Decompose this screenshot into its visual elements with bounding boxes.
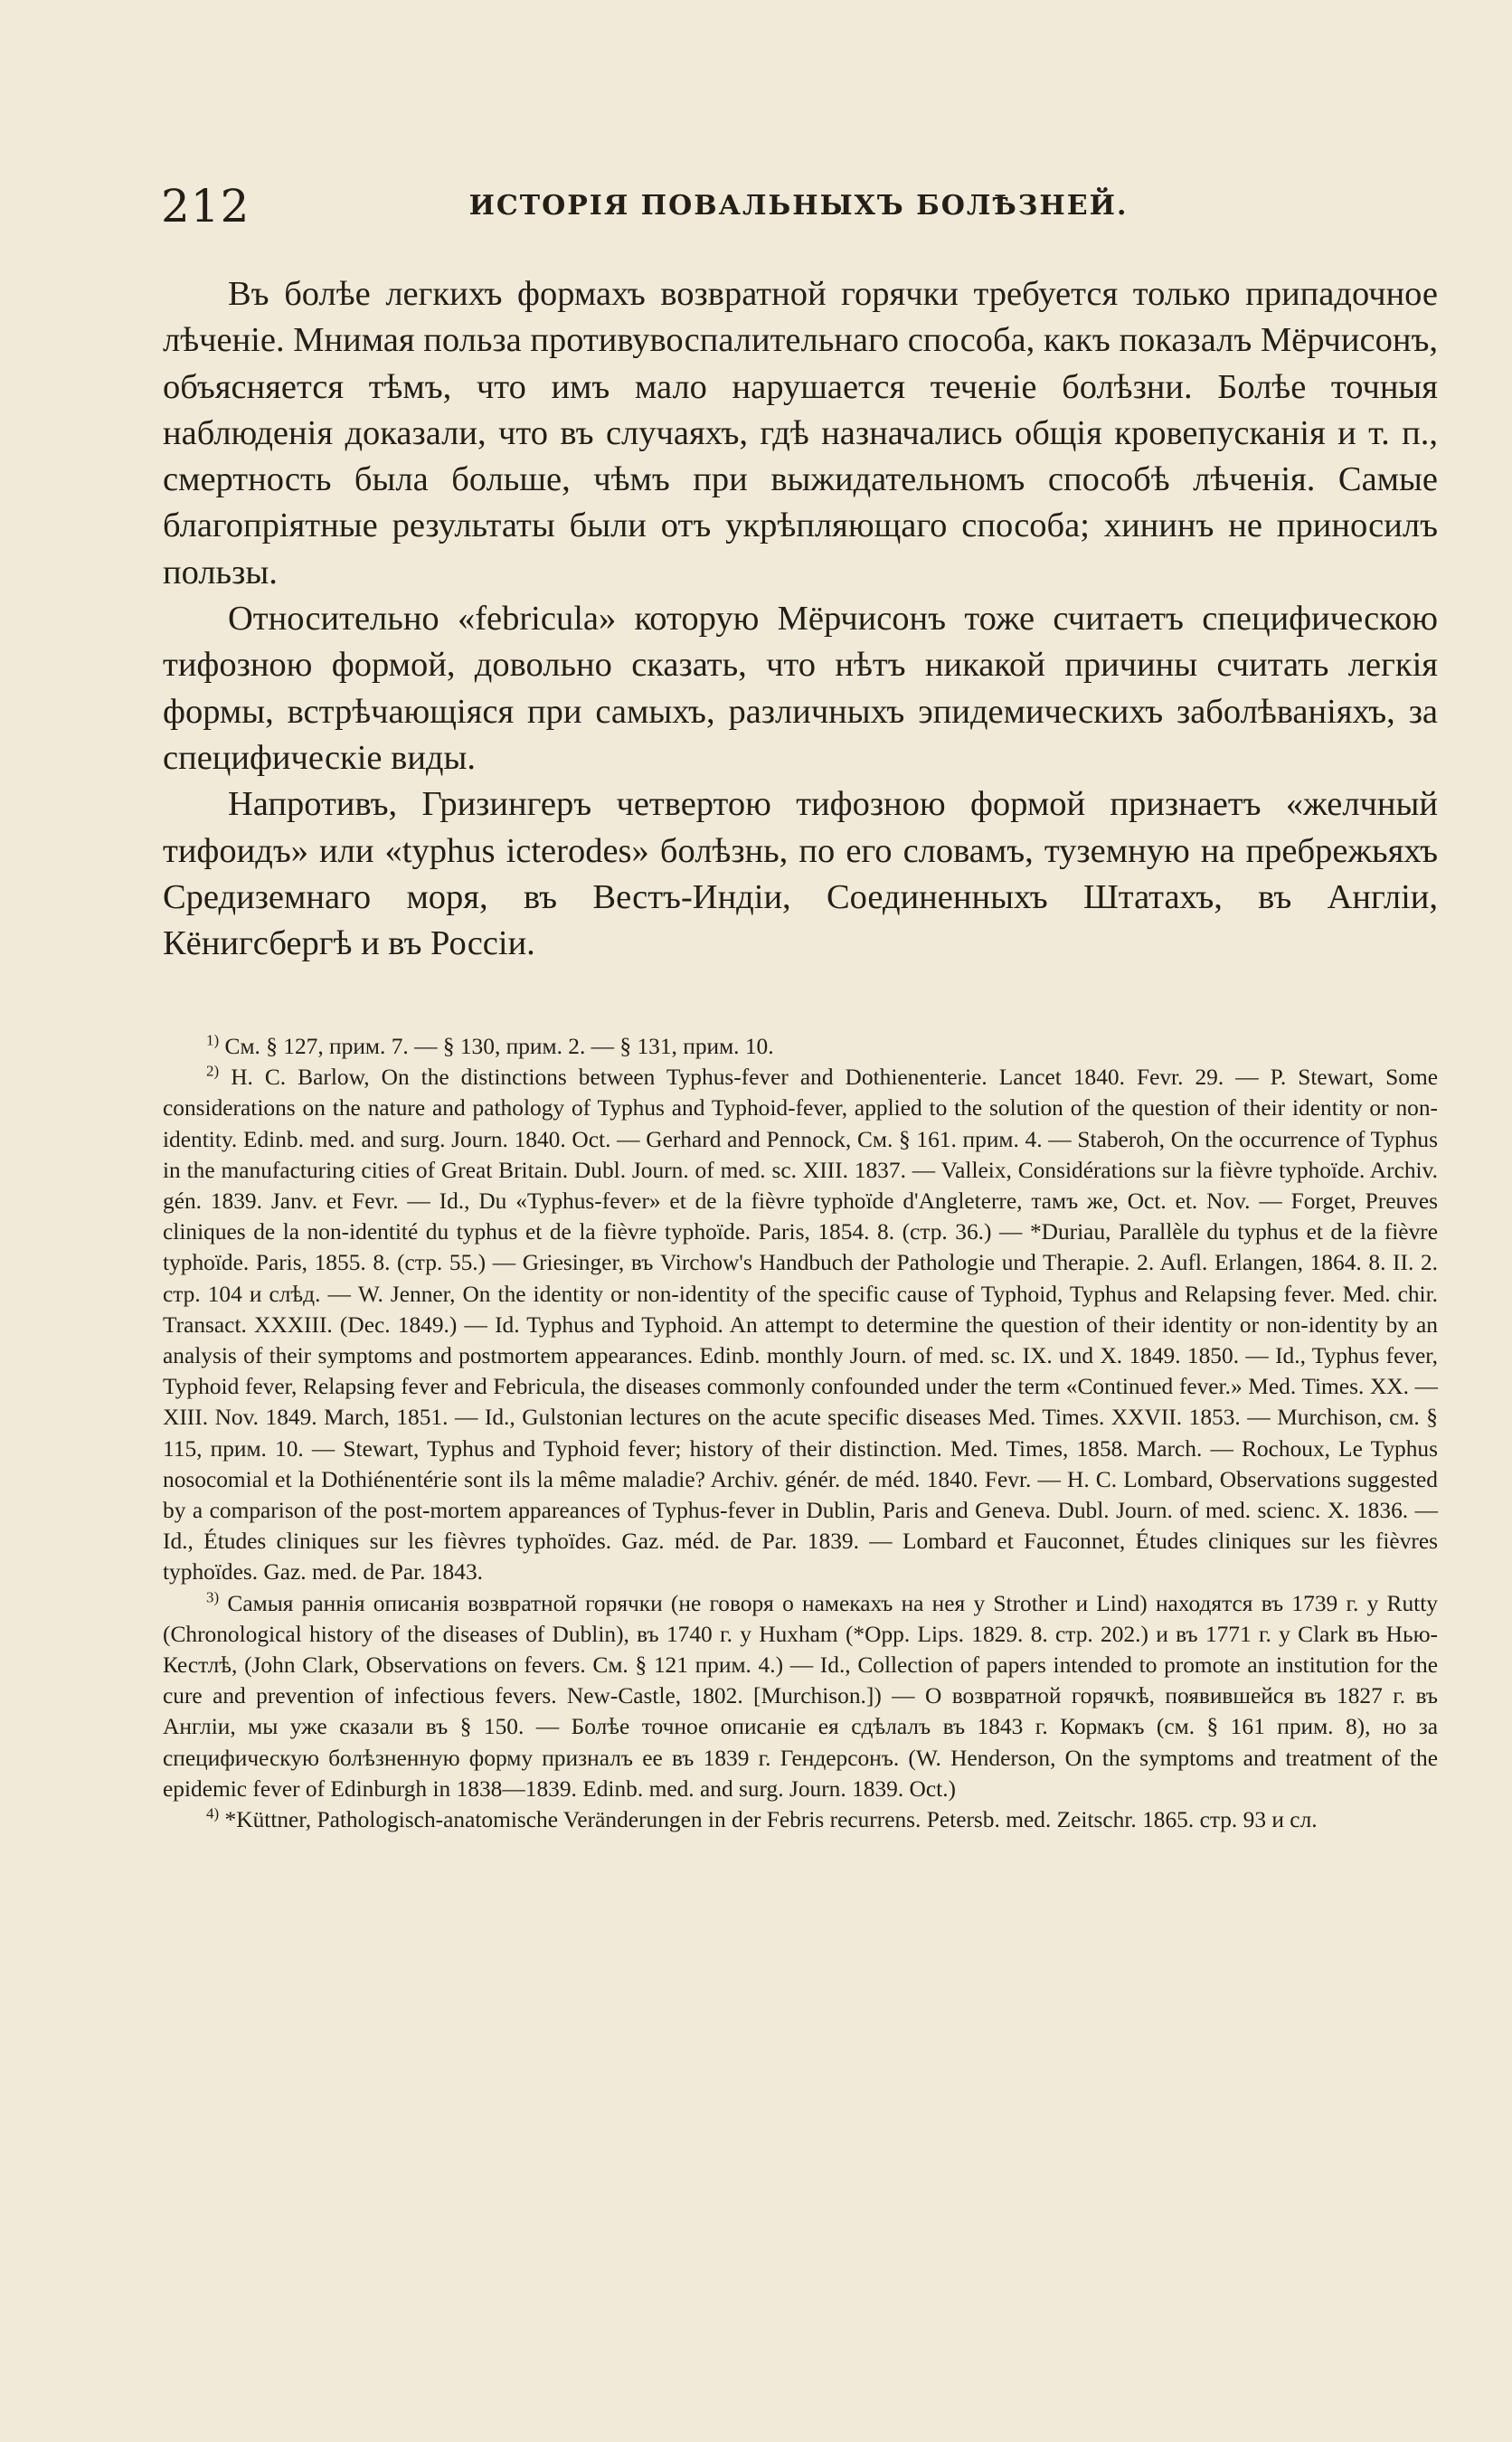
footnote-mark: 2) [206, 1062, 220, 1080]
footnote-4 [163, 1804, 1438, 1835]
paragraph: Въ болѣе легкихъ формахъ возвратной горячки требуется только припадочное лѣченіе. Мнимая польза противувоспалительнаго способа, какъ показалъ Мёрчисонъ, объясняется тѣмъ, что имъ мало нарушается теченіе болѣзни. Болѣе точныя наблюденія доказали, что въ случаяхъ, гдѣ назначались общія кровепусканія и т. п., смертность была больше, чѣмъ при выжидательномъ способѣ лѣченія. Самые благопріятные результаты были отъ укрѣпляющаго способа; хининъ не приносилъ пользы. [163, 275, 1438, 592]
footnote-text: *Küttner, Pathologisch-anatomische Veränderungen in der Febris recurrens. Petersb. med. Zeitschr. 1865. стр. 93 и сл. [224, 1807, 1318, 1833]
footnote-text: Самыя раннія описанія возвратной горячки (не говоря о намекахъ на нея у Strother и Lind) находятся въ 1739 г. у Rutty (Chronological history of the diseases of Dublin), въ 1740 г. у Huxham (*Opp. Lips. 1829. 8. стр. 202.) и въ 1771 г. у Clark въ Нью-Кестлѣ, (John Clark, Observations on fevers. См. § 121 прим. 4.) — Id., Collection of papers intended to promote an institution for the cure and prevention of infectious fevers. New-Castle, 1802. [Murchison.]) — О возвратной горячкѣ, появившейся въ 1827 г. въ Англіи, мы уже сказали въ § 150. — Болѣе точное описаніе ея сдѣлалъ въ 1843 г. Кормакъ (см. § 161 прим. 8), но за специфическую болѣзненную форму призналъ ее въ 1839 г. Гендерсонъ. (W. Henderson, On the symptoms and treatment of the epidemic fever of Edinburgh in 1838—1839. Edinb. med. and surg. Journ. 1839. Oct.) [163, 1590, 1438, 1802]
main-text [163, 271, 1438, 967]
running-title: ИСТОРІЯ ПОВАЛЬНЫХЪ БОЛѢЗНЕЙ. [468, 190, 1129, 222]
paragraph: Относительно «febricula» которую Мёрчисонъ тоже считаетъ специфическою тифозною формой, довольно сказать, что нѣтъ никакой причины считать легкія формы, встрѣчающіяся при самыхъ, различныхъ эпидемическихъ заболѣваніяхъ, за специфическіе виды. [163, 600, 1438, 777]
footnote-3 [163, 1588, 1438, 1804]
page-number: 212 [161, 180, 250, 232]
page-header [161, 177, 1436, 241]
footnote-mark: 3) [206, 1588, 220, 1606]
paragraph: Напротивъ, Гризингеръ четвертою тифозною формой признаетъ «желчный тифоидъ» или «typhus icterodes» болѣзнь, по его словамъ, туземную на пребрежьяхъ Средиземнаго моря, въ Вестъ-Индіи, Соединенныхъ Штатахъ, въ Англіи, Кёнигсбергѣ и въ Россіи. [163, 785, 1438, 963]
footnote-text: См. § 127, прим. 7. — § 130, прим. 2. — § 131, прим. 10. [224, 1034, 774, 1059]
footnotes [163, 1031, 1438, 1835]
footnote-mark: 4) [206, 1804, 220, 1822]
footnote-2 [163, 1062, 1438, 1587]
footnote-1 [163, 1031, 1438, 1062]
footnote-mark: 1) [206, 1031, 220, 1049]
footnote-text: H. C. Barlow, On the distinctions between Typhus-fever and Dothienenterie. Lancet 1840. Fevr. 29. — P. Stewart, Some considerations on the nature and pathology of Typhus and Typhoid-fever, applied to the solution of the question of their identity or non-identity. Edinb. med. and surg. Journ. 1840. Oct. — Gerhard and Pennock, См. § 161. прим. 4. — Staberoh, On the occurrence of Typhus in the manufacturing cities of Great Britain. Dubl. Journ. of med. sc. XIII. 1837. — Valleix, Considérations sur la fièvre typhoïde. Archiv. gén. 1839. Janv. et Fevr. — Id., Du «Typhus-fever» et de la fièvre typhoïde d'Angleterre, тамъ же, Oct. et. Nov. — Forget, Preuves cliniques de la non-identité du typhus et de la fièvre typhoïde. Paris, 1854. 8. (стр. 36.) — *Duriau, Parallèle du typhus et de la fièvre typhoïde. Paris, 1855. 8. (стр. 55.) — Griesinger, въ Virchow's Handbuch der Pathologie und Therapie. 2. Aufl. Erlangen, 1864. 8. II. 2. стр. 104 и слѣд. — W. Jenner, On the identity or non-identity of the specific cause of Typhoid, Typhus and Relapsing fever. Med. chir. Transact. XXXIII. (Dec. 1849.) — Id. Typhus and Typhoid. An attempt to determine the question of their identity or non-identity by an analysis of their symptoms and postmortem appearances. Edinb. monthly Journ. of med. sc. IX. und X. 1849. 1850. — Id., Typhus fever, Typhoid fever, Relapsing fever and Febricula, the diseases commonly confounded under the term «Continued fever.» Med. Times. XX. — XIII. Nov. 1849. March, 1851. — Id., Gulstonian lectures on the acute specific diseases Med. Times. XXVII. 1853. — Murchison, см. § 115, прим. 10. — Stewart, Typhus and Typhoid fever; history of their distinction. Med. Times, 1858. March. — Rochoux, Le Typhus nosocomial et la Dothiénentérie sont ils la même maladie? Archiv. génér. de méd. 1840. Fevr. — H. C. Lombard, Observations suggested by a comparison of the post-mortem appareances of Typhus-fever in Dublin, Paris and Geneva. Dubl. Journ. of med. scienc. X. 1836. — Id., Études cliniques sur les fièvres typhoïdes. Gaz. méd. de Par. 1839. — Lombard et Fauconnet, Études cliniques sur les fièvres typhoïdes. Gaz. med. de Par. 1843. [163, 1065, 1438, 1585]
